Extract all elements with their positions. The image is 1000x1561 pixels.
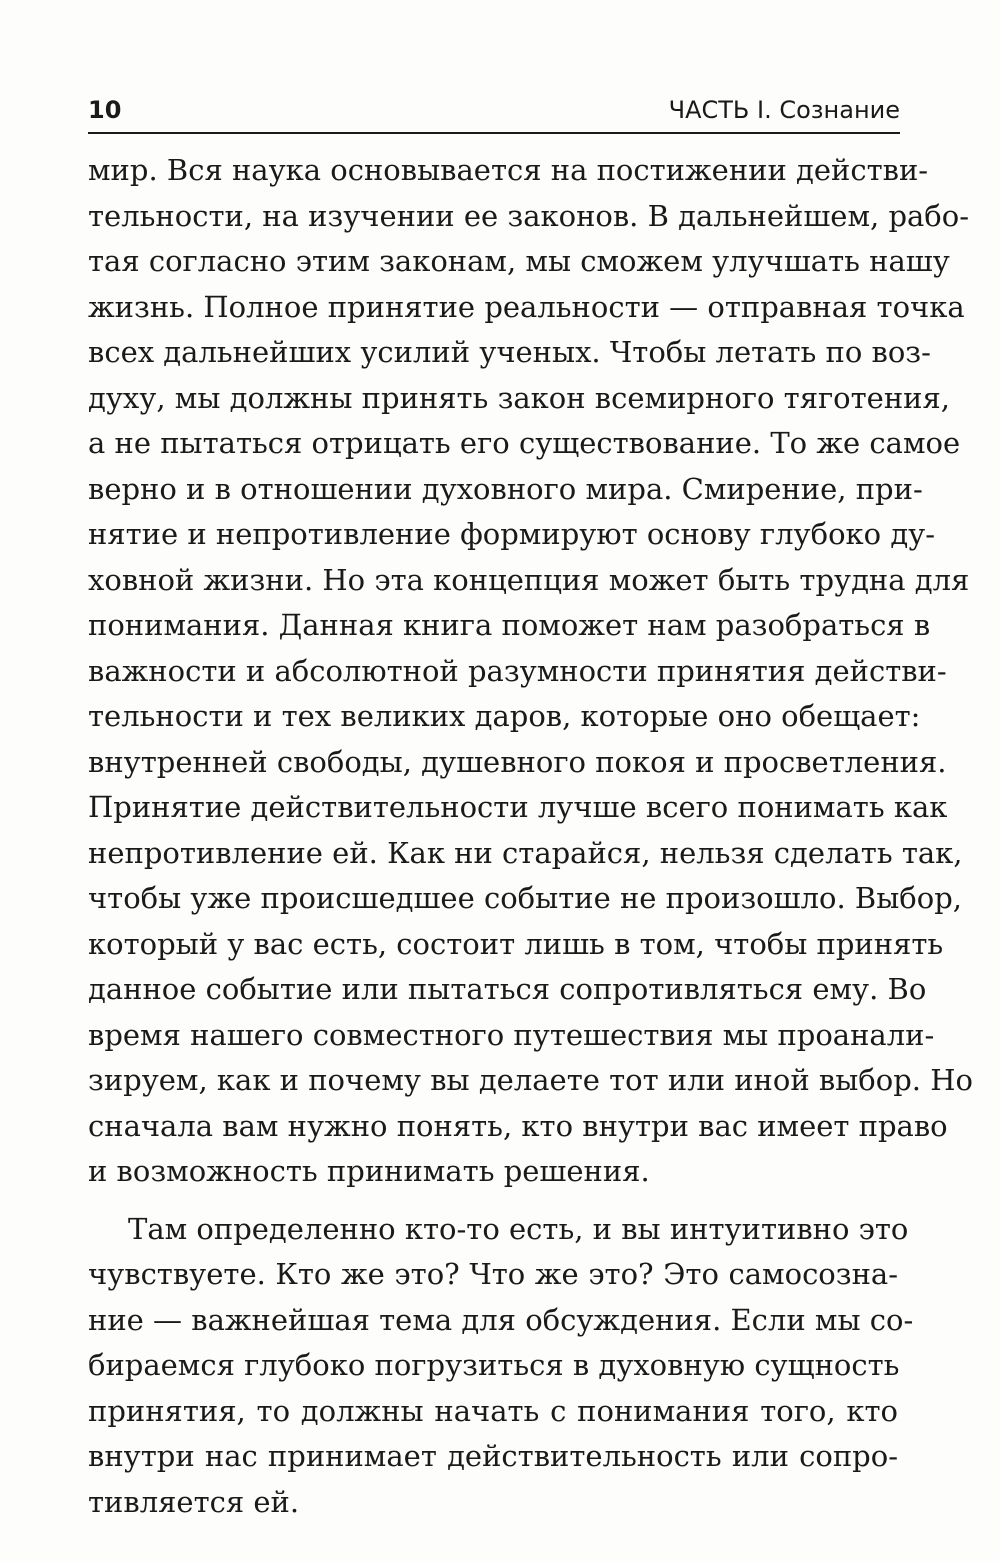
- running-head: [88, 92, 900, 134]
- text-line: ние — важнейшая тема для обсуждения. Если мы со-: [88, 1302, 914, 1337]
- text-line: верно и в отношении духовного мира. Смирение, при-: [88, 471, 923, 506]
- text-line: ховной жизни. Но эта концепция может быть трудна для: [88, 562, 970, 597]
- text-line: чтобы уже происшедшее событие не произошло. Выбор,: [88, 881, 962, 915]
- text-line: тая согласно этим законам, мы сможем улучшать нашу: [88, 244, 950, 278]
- section-title: ЧАСТЬ I. Сознание: [668, 96, 900, 124]
- text-line: Там определенно кто-то есть, и вы интуитивно это: [128, 1211, 909, 1246]
- text-line: непротивление ей. Как ни старайся, нельзя сделать так,: [88, 835, 963, 870]
- paragraph-2: [88, 1207, 914, 1526]
- text-line: а не пытаться отрицать его существование. То же самое: [88, 426, 961, 460]
- text-line: данное событие или пытаться сопротивляться ему. Во: [88, 972, 927, 1006]
- text-line: жизнь. Полное принятие реальности — отправная точка: [88, 289, 965, 324]
- text-line: понимания. Данная книга поможет нам разобраться в: [88, 608, 931, 642]
- text-line: который у вас есть, состоит лишь в том, чтобы принять: [88, 926, 944, 961]
- text-line: внутренней свободы, душевного покоя и просветления.: [88, 744, 947, 779]
- text-line: мир. Вся наука основывается на постижении действи-: [88, 153, 929, 187]
- text-line: тельности и тех великих даров, которые оно обещает:: [88, 699, 921, 733]
- text-line: нятие и непротивление формируют основу глубоко ду-: [88, 517, 936, 551]
- text-line: Принятие действительности лучше всего понимать как: [88, 790, 948, 824]
- text-line: всех дальнейших усилий ученых. Чтобы летать по воз-: [88, 335, 931, 369]
- text-line: и возможность принимать решения.: [88, 1154, 650, 1188]
- text-line: бираемся глубоко погрузиться в духовную сущность: [88, 1348, 900, 1382]
- paragraph-gap: [88, 1195, 898, 1207]
- paragraph-1: [88, 148, 973, 1195]
- text-line: чувствуете. Кто же это? Что же это? Это самосозна-: [88, 1257, 898, 1291]
- page-number: 10: [88, 96, 122, 124]
- text-line: зируем, как и почему вы делаете тот или иной выбор. Но: [88, 1063, 973, 1097]
- text-line: время нашего совместного путешествия мы проанали-: [88, 1017, 935, 1052]
- text-line: сначала вам нужно понять, кто внутри вас имеет право: [88, 1108, 948, 1143]
- text-line: тельности, на изучении ее законов. В дальнейшем, рабо-: [88, 198, 970, 233]
- text-line: принятия, то должны начать с понимания того, кто: [88, 1393, 898, 1428]
- text-line: тивляется ей.: [88, 1484, 300, 1519]
- text-line: духу, мы должны принять закон всемирного тяготения,: [88, 380, 951, 415]
- text-line: важности и абсолютной разумности принятия действи-: [88, 653, 947, 688]
- text-line: внутри нас принимает действительность или сопро-: [88, 1439, 898, 1473]
- body-text: [88, 148, 973, 1525]
